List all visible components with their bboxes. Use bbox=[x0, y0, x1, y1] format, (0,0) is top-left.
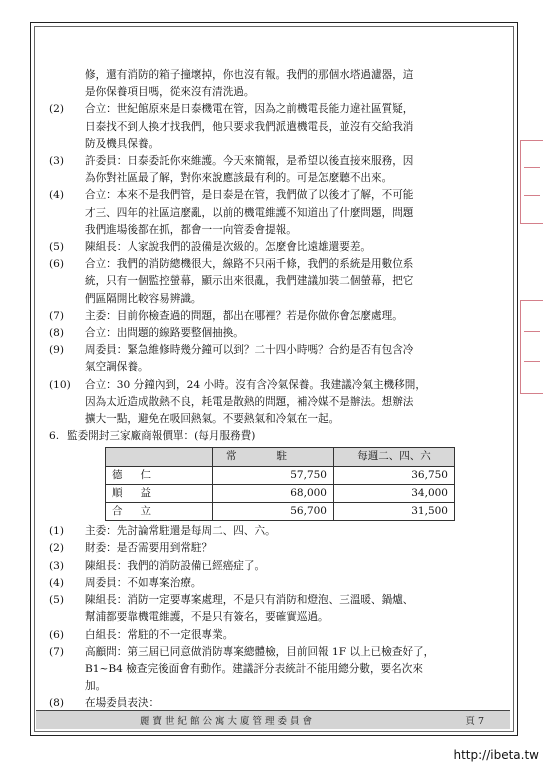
item-text bbox=[85, 342, 499, 376]
item-number: (6) bbox=[49, 258, 65, 271]
text-line: 加。 bbox=[85, 680, 107, 693]
text-line: 白組長：常駐的不一定很專業。 bbox=[85, 628, 234, 641]
text-line: 主委：先討論常駐還是每周二、四、六。 bbox=[85, 525, 276, 538]
weekly-fee: 34,000 bbox=[334, 484, 455, 502]
item-number: (5) bbox=[49, 241, 65, 254]
text-line: 是你保養項目嗎，從來沒有清洗過。 bbox=[85, 86, 255, 99]
text-line: 許委員：日泰委託你來維護。今天來簡報，是希望以後直接來服務，因 bbox=[85, 155, 414, 168]
discussion-list bbox=[49, 523, 499, 712]
item-number: (5) bbox=[49, 594, 65, 607]
text-line: 才三、四年的社區這麼亂，以前的機電維護不知道出了什麼問題，問題 bbox=[85, 206, 414, 219]
item-text bbox=[85, 540, 499, 557]
section-number: 6. bbox=[49, 430, 60, 443]
seal-stamp bbox=[520, 140, 543, 224]
text-line: B1~B4 檢查完後面會有動作。建議評分表統計不能用總分數，要名次來 bbox=[85, 662, 423, 675]
text-line: 周委員：不如專案治療。 bbox=[85, 576, 202, 589]
table-row bbox=[106, 503, 455, 521]
vendor-name: 合立 bbox=[106, 503, 213, 521]
text-line: 防及機具保養。 bbox=[85, 137, 160, 150]
item-text bbox=[85, 153, 499, 187]
text-line: 陳組長：我們的消防設備已經癌症了。 bbox=[85, 559, 266, 572]
item-text bbox=[85, 627, 499, 644]
list-item bbox=[49, 627, 499, 644]
watermark: http://ibeta.tw bbox=[453, 748, 539, 762]
list-item bbox=[49, 239, 499, 256]
list-item bbox=[49, 308, 499, 325]
weekly-fee: 31,500 bbox=[334, 503, 455, 521]
seal-stamp bbox=[520, 300, 543, 394]
item-number: (8) bbox=[49, 327, 65, 340]
item-number: (1) bbox=[49, 525, 65, 538]
item-number: (10) bbox=[49, 378, 71, 391]
item-number: (3) bbox=[49, 155, 65, 168]
continued-paragraph bbox=[49, 67, 499, 101]
list-item bbox=[49, 325, 499, 342]
resident-fee: 56,700 bbox=[213, 503, 334, 521]
vendor-name: 德仁 bbox=[106, 466, 213, 484]
text-line: 為你對社區最了解，對你來說應該最有利的。可是怎麼聽不出來。 bbox=[85, 172, 393, 185]
list-item bbox=[49, 187, 499, 239]
text-line: 合立：我們的消防總機很大，線路不只兩千條，我們的系統是用數位系 bbox=[85, 258, 414, 271]
text-line: 幫浦都要靠機電維護，不是只有簽名，要確實巡過。 bbox=[85, 611, 329, 624]
item-text bbox=[85, 187, 499, 239]
item-number: (9) bbox=[49, 344, 65, 357]
text-line: 在場委員表決： bbox=[85, 697, 160, 710]
item-text bbox=[85, 239, 499, 256]
resident-fee: 68,000 bbox=[213, 484, 334, 502]
list-item bbox=[49, 575, 499, 592]
text-line: 主委：目前你檢查過的問題，都出在哪裡？若是你做你會怎麼處理。 bbox=[85, 309, 403, 322]
text-line: 陳組長：人家說我們的設備是次級的。怎麼會比遠雄還要差。 bbox=[85, 241, 372, 254]
table-row bbox=[106, 466, 455, 484]
resident-fee: 57,750 bbox=[213, 466, 334, 484]
text-line: 財委：是否需要用到常駐？ bbox=[85, 542, 213, 555]
quote-table bbox=[105, 447, 455, 521]
item-text bbox=[85, 325, 499, 342]
list-item bbox=[49, 342, 499, 376]
page-number: 頁 7 bbox=[465, 716, 484, 727]
text-line: 高顧問：第三屆已同意做消防專案總體檢，目前回報 1F 以上已檢查好了， bbox=[85, 645, 435, 658]
text-line: 合立：本來不是我們管，是日泰是在管，我們做了以後才了解，不可能 bbox=[85, 189, 414, 202]
footer-title: 麗寶世紀館公寓大廈管理委員會 bbox=[140, 716, 316, 727]
vendor-name: 順益 bbox=[106, 484, 213, 502]
item-number: (8) bbox=[49, 697, 65, 710]
text-line: 擴大一點，避免在吸回熱氣。不要熱氣和冷氣在一起。 bbox=[85, 413, 340, 426]
text-line: 統，只有一個監控螢幕，顯示出來很亂，我們建議加裝二個螢幕，把它 bbox=[85, 275, 414, 288]
item-text bbox=[85, 644, 499, 696]
list-item bbox=[49, 540, 499, 557]
list-item bbox=[49, 153, 499, 187]
list-item bbox=[49, 558, 499, 575]
page-footer bbox=[36, 710, 510, 729]
item-text bbox=[85, 558, 499, 575]
text-line: 周委員：緊急維修時幾分鐘可以到？二十四小時嗎？合約是否有包含冷 bbox=[85, 344, 414, 357]
list-item bbox=[49, 523, 499, 540]
text-line: 修，還有消防的箱子撞壞掉，你也沒有報。我們的那個水塔過濾器，這 bbox=[85, 69, 414, 81]
list-item bbox=[49, 101, 499, 153]
item-number: (4) bbox=[49, 576, 65, 589]
table-header bbox=[106, 448, 213, 466]
weekly-fee: 36,750 bbox=[334, 466, 455, 484]
section-title: 監委開封三家廠商報價單：(每月服務費) bbox=[67, 430, 256, 443]
table-header: 常駐 bbox=[213, 448, 334, 466]
list-item bbox=[49, 644, 499, 696]
list-item bbox=[49, 377, 499, 429]
item-number: (3) bbox=[49, 559, 65, 572]
table-row bbox=[106, 484, 455, 502]
item-number: (6) bbox=[49, 628, 65, 641]
text-line: 合立：出問題的線路要整個抽換。 bbox=[85, 327, 244, 340]
text-line: 氣空調保養。 bbox=[85, 361, 149, 374]
item-text bbox=[85, 592, 499, 626]
text-line: 我們進場後都在抓，都會一一向管委會提報。 bbox=[85, 223, 297, 236]
table-header-row bbox=[106, 448, 455, 466]
item-text bbox=[85, 377, 499, 429]
list-item bbox=[49, 256, 499, 308]
item-number: (4) bbox=[49, 189, 65, 202]
text-line: 因為太近造成散熱不良，耗電是散熱的問題，補冷媒不是辦法。想辦法 bbox=[85, 395, 414, 408]
document-body bbox=[49, 67, 499, 713]
text-line: 合立：世紀館原來是日泰機電在管，因為之前機電長能力違社區質疑， bbox=[85, 103, 414, 116]
discussion-list bbox=[49, 101, 499, 428]
text-line: 們區隔開比較容易辨識。 bbox=[85, 292, 202, 305]
table-header: 每週二、四、六 bbox=[334, 448, 455, 466]
item-text bbox=[85, 256, 499, 308]
section-heading bbox=[49, 428, 499, 445]
list-item bbox=[49, 592, 499, 626]
item-text bbox=[85, 308, 499, 325]
item-number: (2) bbox=[49, 103, 65, 116]
item-text bbox=[85, 523, 499, 540]
item-number: (2) bbox=[49, 542, 65, 555]
document-page bbox=[30, 22, 518, 736]
item-number: (7) bbox=[49, 309, 65, 322]
text-line: 日泰找不到人換才找我們，他只要求我們派遣機電長，並沒有交給我消 bbox=[85, 120, 414, 133]
text-line: 合立：30 分鐘內到，24 小時。沒有含冷氣保養。我建議冷氣主機移開， bbox=[85, 378, 426, 391]
text-line: 陳組長：消防一定要專案處理，不是只有消防和燈泡、三溫暖、鍋爐、 bbox=[85, 594, 414, 607]
item-number: (7) bbox=[49, 645, 65, 658]
item-text bbox=[85, 101, 499, 153]
item-text bbox=[85, 575, 499, 592]
